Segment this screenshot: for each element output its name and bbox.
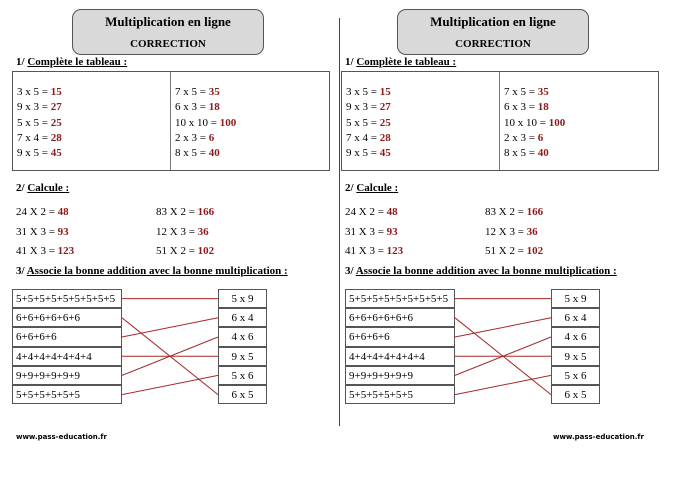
question-2-heading [16,182,69,194]
answer: 27 [50,101,62,114]
answer: 93 [57,225,69,238]
expression: 2 x 3 = [504,131,535,144]
exercise-line [485,206,543,226]
association-line [122,375,218,394]
expression: 7 x 5 = [175,86,206,98]
expression: 83 X 2 = [485,206,524,218]
calc-column-right [485,206,543,265]
expression: 5 x 5 = [346,116,377,129]
multiplication-cell[interactable]: 5 x 9 [218,289,267,308]
addition-cell[interactable]: 5+5+5+5+5+5 [345,385,455,404]
answer: 48 [57,206,69,218]
exercise-line [346,100,391,115]
table-separator [499,72,500,170]
answer: 35 [537,86,549,98]
question-label: Complète le tableau : [27,56,128,68]
association-line [455,375,551,394]
expression: 24 X 2 = [16,206,55,218]
expression: 7 x 4 = [346,131,377,144]
expression: 3 x 5 = [346,86,377,98]
answer: 15 [379,86,391,98]
multiplication-cell[interactable]: 6 x 5 [218,385,267,404]
title: Multiplication en ligne [430,14,556,29]
exercise-line [485,226,543,246]
addition-cell[interactable]: 5+5+5+5+5+5 [12,385,122,404]
answer: 100 [548,116,566,129]
question-3-heading [16,265,288,277]
addition-cell[interactable]: 6+6+6+6 [12,327,122,346]
addition-cell[interactable]: 9+9+9+9+9+9 [12,366,122,385]
subtitle: CORRECTION [130,38,206,50]
expression: 41 X 3 = [345,245,384,257]
association-line [122,318,218,337]
answer: 40 [537,147,549,160]
multiplication-cell[interactable]: 9 x 5 [551,347,600,366]
table-column-left [346,85,391,161]
exercise-line [345,245,403,265]
answer: 6 [208,131,215,144]
answer: 102 [526,245,544,257]
multiplication-cell[interactable]: 9 x 5 [218,347,267,366]
question-number: 3/ [16,265,25,277]
question-number: 2/ [345,182,354,194]
addition-cell[interactable]: 5+5+5+5+5+5+5+5+5 [345,289,455,308]
exercise-line [346,85,391,100]
exercise-line [156,245,214,265]
expression: 10 x 10 = [504,116,546,129]
multiplication-cell[interactable]: 5 x 9 [551,289,600,308]
question-number: 2/ [16,182,25,194]
multiplication-cell[interactable]: 6 x 4 [218,308,267,327]
answer: 18 [537,101,549,114]
multiplication-cell[interactable]: 4 x 6 [551,327,600,346]
addition-cell[interactable]: 6+6+6+6 [345,327,455,346]
exercise-line [504,116,565,131]
addition-cell[interactable]: 4+4+4+4+4+4+4 [345,347,455,366]
question-number: 1/ [345,56,354,68]
answer: 166 [526,206,544,218]
expression: 5 x 5 = [17,116,48,129]
question-label: Associe la bonne addition avec la bonne multiplication : [26,265,288,277]
exercise-line [504,131,565,146]
footer-url[interactable]: www.pass-education.fr [16,433,107,441]
expression: 12 X 3 = [156,225,195,238]
exercise-line [504,146,565,161]
multiplication-cell[interactable]: 6 x 4 [551,308,600,327]
association-lines [345,289,600,406]
question-2-heading [345,182,398,194]
answer: 123 [57,245,75,257]
exercise-line [175,146,236,161]
expression: 8 x 5 = [175,147,206,160]
addition-cell[interactable]: 6+6+6+6+6+6 [345,308,455,327]
exercise-line [175,116,236,131]
calc-column-left [345,206,403,265]
answer: 6 [537,131,544,144]
expression: 9 x 5 = [17,147,48,160]
answer: 100 [219,116,237,129]
answer: 45 [50,147,62,160]
exercise-line [345,206,403,226]
question-number: 1/ [16,56,25,68]
exercise-line [17,116,62,131]
exercise-line [17,85,62,100]
addition-cell[interactable]: 4+4+4+4+4+4+4 [12,347,122,366]
question-number: 3/ [345,265,354,277]
matching-exercise [12,289,323,410]
exercise-line [175,131,236,146]
title-box [397,9,589,55]
multiplication-cell[interactable]: 5 x 6 [218,366,267,385]
exercise-line [16,206,74,226]
question-label: Calcule : [27,182,70,194]
addition-cell[interactable]: 5+5+5+5+5+5+5+5+5 [12,289,122,308]
exercise-line [156,226,214,246]
question-label: Calcule : [356,182,399,194]
exercise-line [16,245,74,265]
expression: 41 X 3 = [16,245,55,257]
answer: 35 [208,86,220,98]
answer: 27 [379,101,391,114]
answer: 48 [386,206,398,218]
exercise-line [17,146,62,161]
expression: 3 x 5 = [17,86,48,98]
answer: 166 [197,206,215,218]
table-column-left [17,85,62,161]
answer: 93 [386,225,398,238]
exercise-line [345,226,403,246]
answer: 123 [386,245,404,257]
expression: 24 X 2 = [345,206,384,218]
question-label: Associe la bonne addition avec la bonne multiplication : [355,265,617,277]
expression: 12 X 3 = [485,225,524,238]
footer-url[interactable]: www.pass-education.fr [553,433,644,441]
expression: 10 x 10 = [175,116,217,129]
exercise-line [346,131,391,146]
expression: 2 x 3 = [175,131,206,144]
answer: 40 [208,147,220,160]
expression: 31 X 3 = [16,225,55,238]
exercise-line [175,100,236,115]
expression: 51 X 2 = [156,245,195,257]
addition-cell[interactable]: 6+6+6+6+6+6 [12,308,122,327]
expression: 83 X 2 = [156,206,195,218]
calc-column-left [16,206,74,265]
matching-exercise [345,289,656,410]
exercise-line [346,146,391,161]
question-1-heading [345,56,456,68]
exercise-line [504,100,565,115]
answer: 102 [197,245,215,257]
multiplication-cell[interactable]: 4 x 6 [218,327,267,346]
worksheet-right [340,0,680,480]
table-column-right [175,85,236,161]
expression: 31 X 3 = [345,225,384,238]
table-separator [170,72,171,170]
expression: 8 x 5 = [504,147,535,160]
answer: 18 [208,101,220,114]
answer: 28 [50,131,62,144]
answer: 28 [379,131,391,144]
title: Multiplication en ligne [105,14,231,29]
table-column-right [504,85,565,161]
exercise-line [175,85,236,100]
title-box [72,9,264,55]
expression: 9 x 5 = [346,147,377,160]
expression: 6 x 3 = [504,101,535,114]
answer: 25 [379,116,391,129]
exercise-line [17,100,62,115]
exercise-line [16,226,74,246]
answer: 45 [379,147,391,160]
addition-cell[interactable]: 9+9+9+9+9+9 [345,366,455,385]
expression: 51 X 2 = [485,245,524,257]
exercise-line [346,116,391,131]
question-3-heading [345,265,617,277]
calc-column-right [156,206,214,265]
answer: 25 [50,116,62,129]
answer: 36 [526,225,538,238]
question-1-heading [16,56,127,68]
subtitle: CORRECTION [455,38,531,50]
exercise-line [17,131,62,146]
answer: 36 [197,225,209,238]
answer: 15 [50,86,62,98]
exercise-line [485,245,543,265]
table-box [341,71,659,171]
expression: 6 x 3 = [175,101,206,114]
expression: 9 x 3 = [17,101,48,114]
multiplication-cell[interactable]: 5 x 6 [551,366,600,385]
exercise-line [504,85,565,100]
association-line [455,318,551,337]
table-box [12,71,330,171]
expression: 7 x 4 = [17,131,48,144]
expression: 7 x 5 = [504,86,535,98]
exercise-line [156,206,214,226]
association-lines [12,289,267,406]
question-label: Complète le tableau : [356,56,457,68]
multiplication-cell[interactable]: 6 x 5 [551,385,600,404]
expression: 9 x 3 = [346,101,377,114]
